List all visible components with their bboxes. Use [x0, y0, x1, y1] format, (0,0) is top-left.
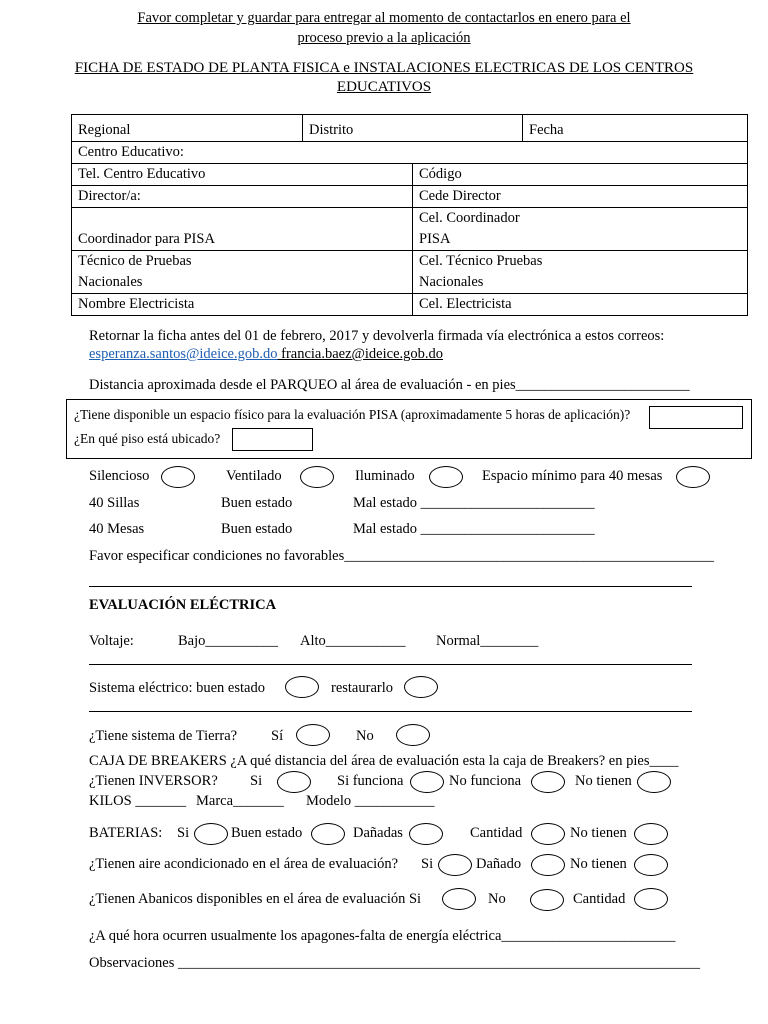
aire-danado-label: Dañado: [476, 856, 522, 872]
aire-question: ¿Tienen aire acondicionado en el área de evaluación?: [89, 856, 399, 872]
space-question: ¿Tiene disponible un espacio físico para la evaluación PISA (aproximadamente 5 horas de aplicación)?: [74, 407, 631, 422]
inversor-si-funciona-label: Si funciona: [337, 773, 404, 789]
baterias-buen-estado-label: Buen estado: [231, 825, 303, 841]
cel-electricista-field[interactable]: Cel. Electricista: [413, 294, 748, 316]
email-line: [89, 346, 443, 363]
iluminado-label: Iluminado: [355, 468, 415, 484]
tecnico-line2: Nacionales: [78, 274, 143, 290]
abanicos-question: ¿Tienen Abanicos disponibles en el área de evaluación Si: [89, 891, 422, 907]
aire-danado-checkbox[interactable]: [531, 854, 565, 876]
tel-centro-field[interactable]: Tel. Centro Educativo: [72, 164, 413, 186]
inversor-question: ¿Tienen INVERSOR?: [89, 773, 218, 789]
distrito-field[interactable]: Distrito: [303, 115, 523, 142]
tierra-no-checkbox[interactable]: [396, 724, 430, 746]
fecha-field[interactable]: Fecha: [523, 115, 748, 142]
inversor-no-tienen-label: No tienen: [575, 773, 632, 789]
iluminado-checkbox[interactable]: [429, 466, 463, 488]
baterias-no-tienen-label: No tienen: [570, 825, 627, 841]
coordinador-field[interactable]: Coordinador para PISA: [72, 208, 413, 251]
sillas-mal-estado[interactable]: Mal estado ________________________: [353, 495, 595, 511]
inversor-no-funciona-label: No funciona: [449, 773, 522, 789]
abanicos-cantidad-label: Cantidad: [573, 891, 626, 907]
mesas-buen-estado: Buen estado: [221, 521, 293, 537]
baterias-danadas-label: Dañadas: [353, 825, 403, 841]
inversor-si-label: Si: [250, 773, 263, 789]
mesas-label: 40 Mesas: [89, 521, 145, 537]
sistema-electrico-label: Sistema eléctrico: buen estado: [89, 680, 265, 696]
kilos-field[interactable]: KILOS _______: [89, 793, 187, 809]
cel-coordinador-line1: Cel. Coordinador: [419, 210, 520, 226]
baterias-si-checkbox[interactable]: [194, 823, 228, 845]
voltaje-alto[interactable]: Alto___________: [300, 633, 406, 649]
marca-field[interactable]: Marca_______: [196, 793, 284, 809]
centro-educativo-field[interactable]: Centro Educativo:: [72, 142, 748, 164]
baterias-si-label: Si: [177, 825, 190, 841]
cel-tecnico-line2: Nacionales: [419, 274, 484, 290]
inversor-no-tienen-checkbox[interactable]: [637, 771, 671, 793]
modelo-field[interactable]: Modelo ___________: [306, 793, 435, 809]
mesas-mal-estado[interactable]: Mal estado ________________________: [353, 521, 595, 537]
restaurarlo-checkbox[interactable]: [404, 676, 438, 698]
floor-question: ¿En qué piso está ubicado?: [74, 431, 221, 446]
answer-line[interactable]: [89, 586, 692, 587]
ventilado-label: Ventilado: [226, 468, 282, 484]
apagones-question[interactable]: ¿A qué hora ocurren usualmente los apagones-falta de energía eléctrica________________________: [89, 928, 676, 944]
condiciones-no-favorables[interactable]: Favor especificar condiciones no favorables___________________________________________________: [89, 548, 715, 564]
form-title-line-2: EDUCATIVOS: [336, 79, 432, 95]
voltaje-normal[interactable]: Normal________: [436, 633, 539, 649]
abanicos-no-label: No: [488, 891, 506, 907]
email-link-1[interactable]: esperanza.santos@ideice.gob.do: [89, 346, 278, 362]
buen-estado-checkbox[interactable]: [285, 676, 319, 698]
director-field[interactable]: Director/a:: [72, 186, 413, 208]
tierra-si-checkbox[interactable]: [296, 724, 330, 746]
email-link-2[interactable]: francia.baez@ideice.gob.do: [277, 346, 444, 362]
inversor-si-checkbox[interactable]: [277, 771, 311, 793]
cel-coordinador-field[interactable]: [413, 208, 748, 251]
answer-line[interactable]: [89, 711, 692, 712]
inversor-si-funciona-checkbox[interactable]: [410, 771, 444, 793]
silencioso-label: Silencioso: [89, 468, 150, 484]
return-instructions: Retornar la ficha antes del 01 de febrero, 2017 y devolverla firmada vía electrónica a estos correos:: [89, 328, 665, 344]
voltaje-bajo[interactable]: Bajo__________: [178, 633, 278, 649]
aire-no-tienen-label: No tienen: [570, 856, 627, 872]
abanicos-cantidad-checkbox[interactable]: [634, 888, 668, 910]
breakers-question[interactable]: CAJA DE BREAKERS ¿A qué distancia del área de evaluación esta la caja de Breakers? en pies____: [89, 753, 679, 769]
baterias-cantidad-checkbox[interactable]: [531, 823, 565, 845]
aire-no-tienen-checkbox[interactable]: [634, 854, 668, 876]
regional-field[interactable]: Regional: [72, 115, 303, 142]
codigo-field[interactable]: Código: [413, 164, 748, 186]
sillas-buen-estado: Buen estado: [221, 495, 293, 511]
tecnico-field[interactable]: [72, 251, 413, 294]
baterias-no-tienen-checkbox[interactable]: [634, 823, 668, 845]
cel-coordinador-line2: PISA: [419, 231, 451, 247]
distance-question: Distancia aproximada desde el PARQUEO al área de evaluación - en pies________________________: [89, 377, 690, 393]
header-line-1: Favor completar y guardar para entregar al momento de contactarlos en enero para el: [137, 10, 631, 26]
tierra-no-label: No: [356, 728, 374, 744]
aire-si-label: Si: [421, 856, 434, 872]
sillas-label: 40 Sillas: [89, 495, 140, 511]
silencioso-checkbox[interactable]: [161, 466, 195, 488]
baterias-buen-estado-checkbox[interactable]: [311, 823, 345, 845]
form-title-line-1: FICHA DE ESTADO DE PLANTA FISICA e INSTALACIONES ELECTRICAS DE LOS CENTROS: [74, 60, 694, 76]
electricista-field[interactable]: Nombre Electricista: [72, 294, 413, 316]
abanicos-no-checkbox[interactable]: [530, 889, 564, 911]
baterias-danadas-checkbox[interactable]: [409, 823, 443, 845]
header-line-2: proceso previo a la aplicación: [297, 30, 471, 46]
floor-answer-box[interactable]: [232, 428, 313, 451]
ventilado-checkbox[interactable]: [300, 466, 334, 488]
aire-si-checkbox[interactable]: [438, 854, 472, 876]
baterias-cantidad-label: Cantidad: [470, 825, 523, 841]
cel-tecnico-field[interactable]: [413, 251, 748, 294]
space-answer-box[interactable]: [649, 406, 743, 429]
tierra-si-label: Sí: [271, 728, 284, 744]
section-heading: EVALUACIÓN ELÉCTRICA: [89, 597, 277, 613]
observaciones-field[interactable]: Observaciones ________________________________________________________________________: [89, 955, 700, 971]
tierra-question: ¿Tiene sistema de Tierra?: [89, 728, 238, 744]
school-info-table: [71, 114, 748, 316]
espacio-checkbox[interactable]: [676, 466, 710, 488]
tecnico-line1: Técnico de Pruebas: [78, 253, 192, 269]
answer-line[interactable]: [89, 664, 692, 665]
inversor-no-funciona-checkbox[interactable]: [531, 771, 565, 793]
baterias-label: BATERIAS:: [89, 825, 163, 841]
cel-tecnico-line1: Cel. Técnico Pruebas: [419, 253, 543, 269]
espacio-label: Espacio mínimo para 40 mesas: [482, 468, 663, 484]
restaurarlo-label: restaurarlo: [331, 680, 393, 696]
cede-director-field[interactable]: Cede Director: [413, 186, 748, 208]
voltaje-label: Voltaje:: [89, 633, 134, 649]
abanicos-si-checkbox[interactable]: [442, 888, 476, 910]
